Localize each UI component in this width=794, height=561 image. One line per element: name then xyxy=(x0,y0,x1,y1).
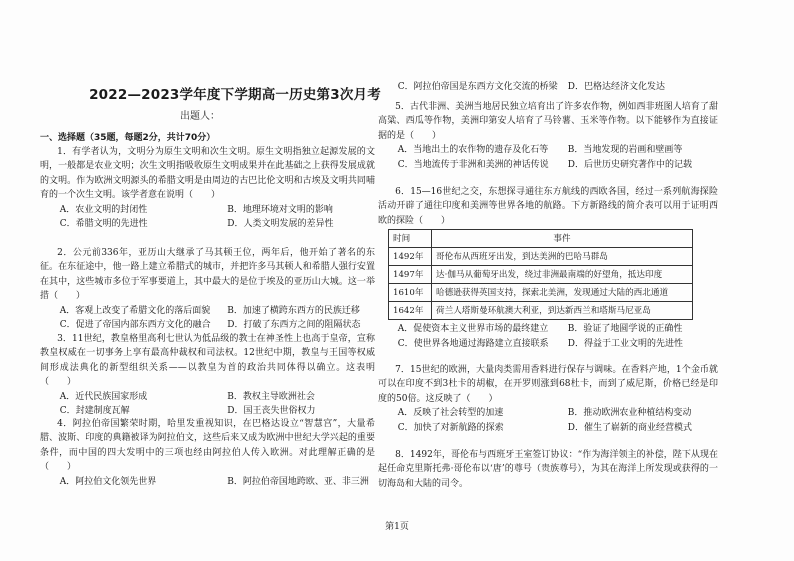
voyage-year: 1492年 xyxy=(389,248,432,266)
question-7-options xyxy=(378,406,718,435)
table-row xyxy=(389,284,693,302)
question-8-stem: 8．1492年，哥伦布与西班牙王室签订协议：“作为海洋领主的补偿，陛下从现在起任命克里斯托弗·哥伦布以‘唐’的尊号（贵族尊号），为其在海洋上所发现或获得的一切海岛和大陆的司令。 xyxy=(378,450,718,489)
voyage-event: 哈德逊获得英国支持，探索北美洲，发现通过大陆的西北通道 xyxy=(432,284,693,302)
question-2-option-c: C．促进了帝国内部东西方文化的融合 xyxy=(59,320,211,331)
question-5-stem: 5．古代非洲、美洲当地居民独立培育出了许多农作物，例如西非班图人培育了甜高粱、西瓜等作物，美洲印第安人培育了马铃薯、玉米等作物。以下能够作为直接证据的是（ ） xyxy=(378,102,718,141)
question-4-option-d: D．巴格达经济文化发达 xyxy=(567,82,666,92)
voyage-year: 1610年 xyxy=(389,284,432,302)
question-5 xyxy=(378,100,718,172)
question-6-stem: 6．15—16世纪之交，东想探寻通往东方航线的西欧各国，经过一系列航海探险活动开辟了通往印度和美洲等世界各地的航路。下方新路线的简介表可以用于证明西欧的探险（ ） xyxy=(378,187,718,226)
question-6-options xyxy=(378,322,718,351)
question-7-option-d: D．催生了崭新的商业经营模式 xyxy=(567,422,693,433)
question-5-options xyxy=(378,143,718,172)
question-4-option-c: C．阿拉伯帝国是东西方文化交流的桥梁 xyxy=(397,82,558,92)
voyage-table-header-time: 时间 xyxy=(389,230,432,248)
question-7 xyxy=(378,363,718,435)
table-row xyxy=(389,266,693,284)
voyage-table xyxy=(388,229,693,320)
question-3-stem: 3．11世纪，教皇格里高利七世认为低品级的教士在神圣性上也高于皇帝，宣称教皇权威在一切事务上享有最高仲裁权和司法权。12世纪中期，教皇与王国等权威间形成法典化的新型组织关系——以教皇为首的政治共同体得以确立。这表明（ ） xyxy=(40,334,375,388)
question-1-option-d: D．人类文明发展的差异性 xyxy=(227,219,334,230)
question-6-option-a: A．促使资本主义世界市场的最终建立 xyxy=(397,324,549,335)
voyage-event: 荷兰人塔斯曼环航澳大利亚，到达新西兰和塔斯马尼亚岛 xyxy=(432,302,693,320)
question-1 xyxy=(40,145,375,231)
exam-title: 2022—2023学年度下学期高一历史第3次月考 xyxy=(89,87,381,103)
question-1-stem: 1．有学者认为，文明分为原生文明和次生文明。原生文明指独立起源发展的文明，一般都是农业文明；次生文明指吸收原生文明成果并在此基础之上获得发展成就的文明。作为欧洲文明源头的希腊文明是由周边的古巴比伦文明和古埃及文明共同哺育的一个次生文明。该学者意在说明（ ） xyxy=(40,147,375,201)
question-6-option-c: C．使世界各地通过海路建立直接联系 xyxy=(397,338,549,349)
table-row xyxy=(389,302,693,320)
voyage-table-header xyxy=(389,230,693,248)
question-4 xyxy=(40,417,375,489)
question-3-option-b: B．教权主导欧洲社会 xyxy=(227,391,315,402)
question-1-option-c: C．希腊文明的先进性 xyxy=(59,219,148,230)
question-7-option-c: C．加快了对新航路的探索 xyxy=(397,422,504,433)
question-7-stem: 7．15世纪的欧洲，大量肉类需用香料进行保存与调味。在香料产地，1个金币就可以在印度不到3杜卡的胡椒，在开罗则涨到68杜卡，而到了威尼斯，价格已经是印度的50倍。这反映了（ ） xyxy=(378,365,718,404)
table-row xyxy=(389,248,693,266)
question-2-options xyxy=(40,304,375,333)
voyage-year: 1642年 xyxy=(389,302,432,320)
examiner-label: 出题人： xyxy=(180,111,220,122)
question-4-option-a: A．阿拉伯文化领先世界 xyxy=(59,476,157,487)
question-3-option-c: C．封建制度瓦解 xyxy=(59,406,130,417)
question-3-option-d: D．国王丧失世俗权力 xyxy=(227,406,316,417)
question-5-option-a: A．当地出土的农作物的遗存及化石等 xyxy=(397,145,549,156)
question-2-option-b: B．加速了横跨东西方的民族迁移 xyxy=(227,305,360,316)
question-4-options xyxy=(40,475,375,489)
question-6-option-b: B．验证了地圆学说的正确性 xyxy=(567,324,683,335)
question-6-option-d: D．得益于工业文明的先进性 xyxy=(567,338,684,349)
voyage-year: 1497年 xyxy=(389,266,432,284)
page-number: 第1页 xyxy=(385,522,409,532)
question-3-option-a: A．近代民族国家形成 xyxy=(59,391,148,402)
question-7-option-a: A．反映了社会转型的加速 xyxy=(397,408,504,419)
question-1-option-a: A．农业文明的封闭性 xyxy=(59,204,148,215)
section-heading: 一、选择题（35题，每题2分，共计70分） xyxy=(40,133,216,143)
question-5-option-c: C．当地流传于非洲和美洲的神话传说 xyxy=(397,159,549,170)
question-1-options xyxy=(40,203,375,232)
question-8 xyxy=(378,448,718,491)
question-5-option-d: D．后世历史研究著作中的记载 xyxy=(567,159,693,170)
question-2-option-a: A．客观上改变了希腊文化的落后面貌 xyxy=(59,305,211,316)
question-3-options xyxy=(40,390,375,419)
question-4-continued xyxy=(378,80,718,94)
question-3 xyxy=(40,332,375,418)
question-1-option-b: B．地理环境对文明的影响 xyxy=(227,204,333,215)
voyage-table-header-event: 事件 xyxy=(432,230,693,248)
voyage-event: 达·伽马从葡萄牙出发，绕过非洲最南端的好望角，抵达印度 xyxy=(432,266,693,284)
question-7-option-b: B．推动欧洲农业种植结构变动 xyxy=(567,408,692,419)
question-6 xyxy=(378,185,718,351)
question-2-option-d: D．打破了东西方之间的阻隔状态 xyxy=(227,320,361,331)
voyage-event: 哥伦布从西班牙出发，到达美洲的巴哈马群岛 xyxy=(432,248,693,266)
question-2-stem: 2．公元前336年，亚历山大继承了马其顿王位，两年后，他开始了著名的东征。在东征途中，他一路上建立希腊式的城市，并把许多马其顿人和希腊人强行安置在其中，这些城市多位于军事要道上，其中最大的是位于埃及的亚历山大城。这一举措（ ） xyxy=(40,248,375,302)
question-5-option-b: B．当地发现的岩画和壁画等 xyxy=(567,145,683,156)
question-2 xyxy=(40,246,375,332)
question-4-option-b: B．阿拉伯帝国地跨欧、亚、非三洲 xyxy=(227,476,369,487)
question-4-options-continued xyxy=(378,80,718,94)
question-4-stem: 4．阿拉伯帝国繁荣时期，哈里发重视知识，在巴格达设立“智慧宫”，大量希腊、波斯、印度的典籍被译为阿拉伯文，这些后来又成为欧洲中世纪大学兴起的重要条件，而中国的四大发明中的三项也经由阿拉伯人传入欧洲。对此理解正确的是（ ） xyxy=(40,419,375,473)
